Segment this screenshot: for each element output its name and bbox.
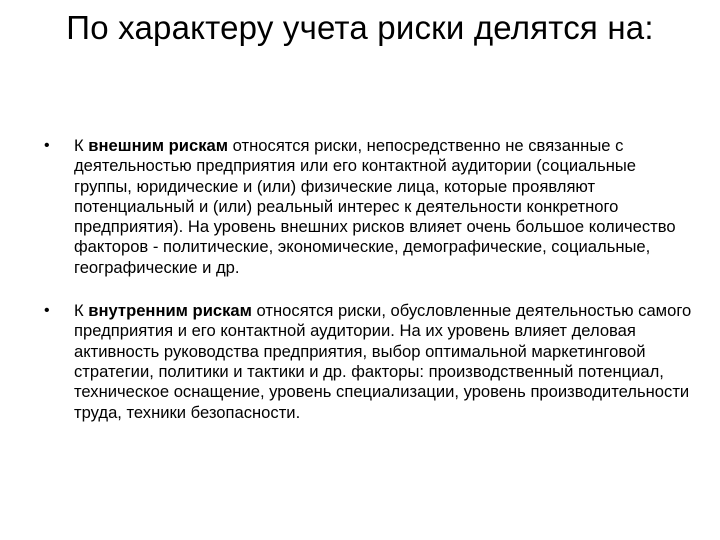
bullet-term-internal-risks: внутренним рискам: [88, 301, 252, 321]
bullet-item-external-risks: [44, 136, 694, 278]
bullet-lead-text: К: [74, 136, 89, 155]
bullet-lead-text: К: [74, 301, 89, 321]
bullet-icon: •: [44, 302, 50, 320]
bullet-icon: •: [44, 137, 50, 154]
bullet-body-text: относятся риски, обусловленные деятельностью самого предприятия и его контактной аудитории. На их уровень влияет деловая активность руководства предприятия, выбор оптимальной маркетинговой стратегии, политики и тактики и др. факторы: производственный потенциал, техническое оснащение, уровень специализации, уровень производительности труда, техники безопасности.: [74, 301, 692, 422]
bullet-body-text: относятся риски, непосредственно не связанные с деятельностью предприятия или его контактной аудитории (социальные группы, юридические и (или) физические лица, которые проявляют потенциальный и (или) реальный интерес к деятельности конкретного предприятия). На уровень внешних рисков влияет очень большое количество факторов - политические, экономические, демографические, социальные, географические и др.: [74, 136, 676, 277]
bullet-item-internal-risks: [44, 301, 694, 423]
bullet-list: [44, 136, 694, 446]
slide-title: По характеру учета риски делятся на:: [66, 9, 654, 46]
bullet-term-external-risks: внешним рискам: [88, 136, 229, 155]
